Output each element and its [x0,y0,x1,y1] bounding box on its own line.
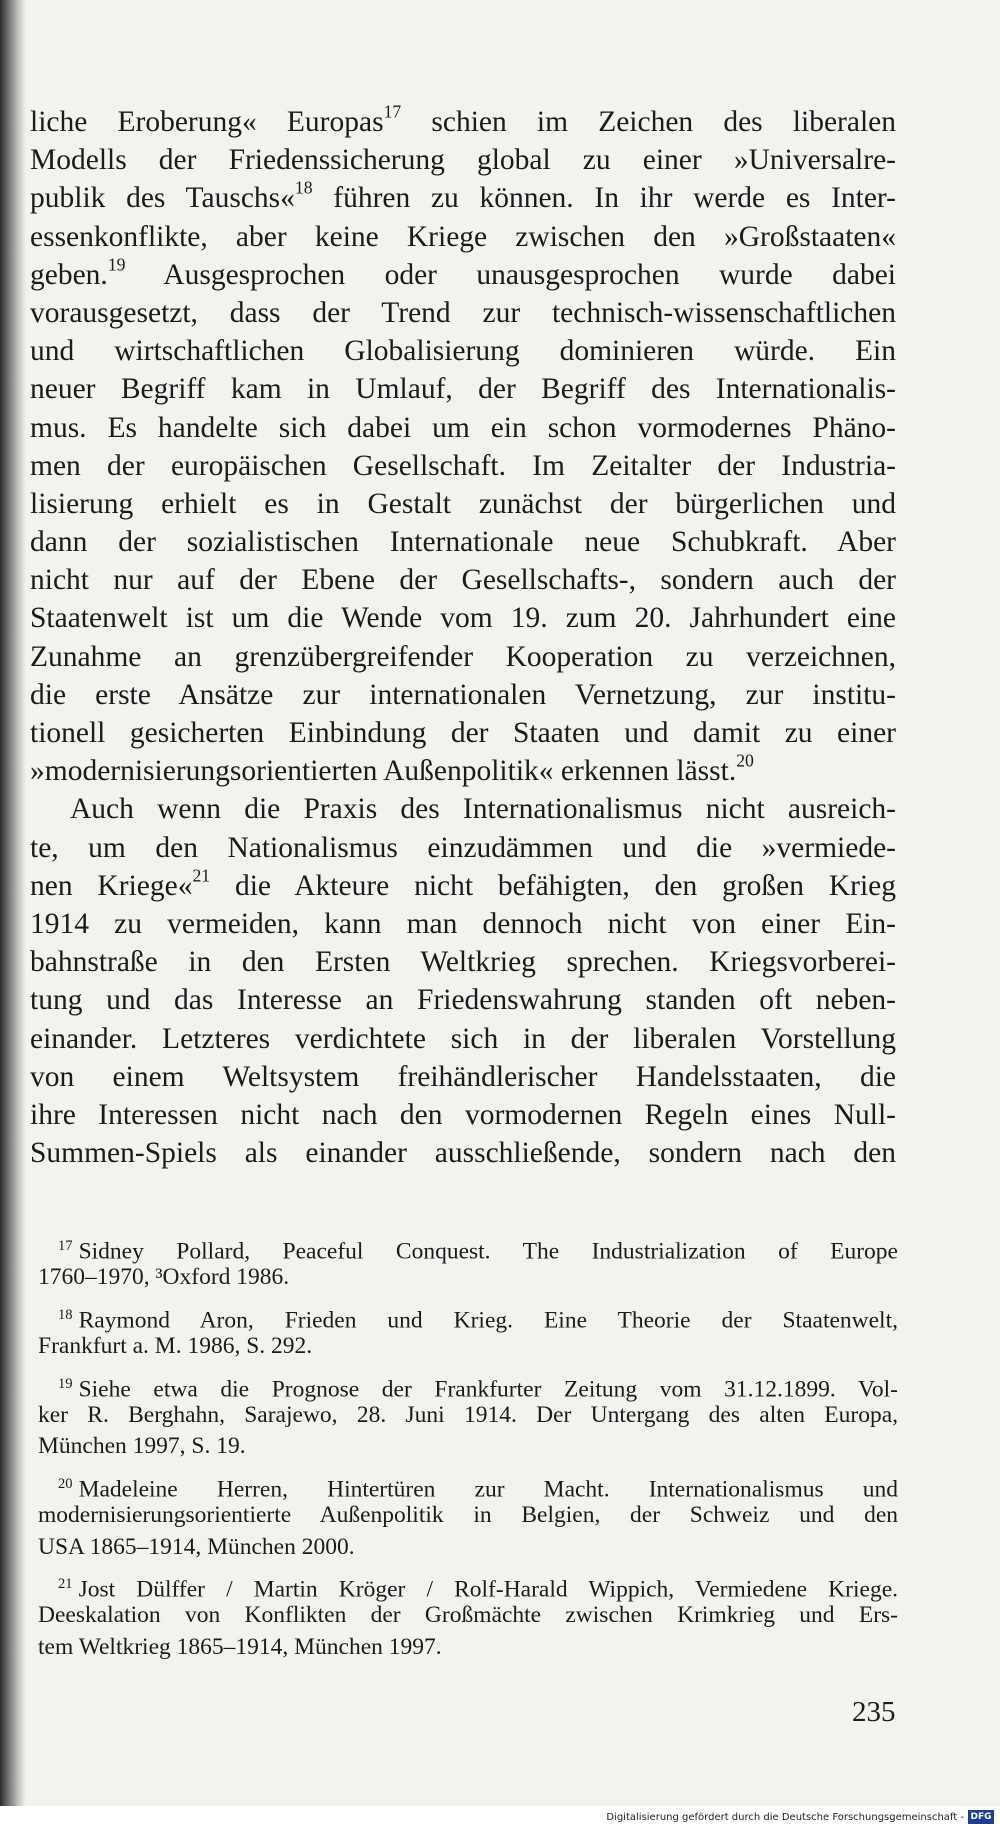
page-number: 235 [852,1696,896,1728]
footnote-number: 18 [58,1306,73,1323]
text-line [30,294,896,332]
text-segment: und wirtschaftlichen Globalisierung dominieren würde. Ein [30,335,896,368]
footnote-line [38,1469,898,1503]
text-line [30,370,896,408]
text-segment: nicht nur auf der Ebene der Gesellschafts-, sondern auch der [30,564,896,597]
text-segment: mus. Es handelte sich dabei um ein schon vormodernes Phäno- [30,411,896,444]
dfg-logo: DFG [968,1810,994,1824]
text-segment: tung und das Interesse an Friedenswahrung standen oft neben- [30,984,896,1017]
text-segment: die Akteure nicht befähigten, den großen Krieg [210,869,896,902]
footnote-line [38,1500,898,1531]
footnote-line [38,1532,898,1563]
text-segment: men der europäischen Gesellschaft. Im Zeitalter der Industria- [30,449,896,482]
text-segment: von einem Weltsystem freihändlerischer Handelsstaaten, die [30,1060,896,1093]
footnote-19 [38,1369,898,1463]
text-line [30,638,896,676]
footnote-text: Siehe etwa die Prognose der Frankfurter Zeitung vom 31.12.1899. Vol- [78,1376,898,1403]
text-segment: dann der sozialistischen Internationale neue Schubkraft. Aber [30,526,896,559]
text-line [30,1134,896,1172]
footnote-line [38,1431,898,1462]
footnote-text: 1760–1970, ³Oxford 1986. [38,1264,290,1291]
footnote-reference[interactable]: 19 [107,254,126,275]
footnote-17 [38,1231,898,1294]
text-segment: schien im Zeichen des liberalen [401,106,896,138]
text-line [30,714,896,752]
text-line [30,905,896,943]
text-segment: Staatenwelt ist um die Wende vom 19. zum 20. Jahrhundert eine [30,602,896,635]
footnotes [38,1231,898,1669]
text-line [30,332,896,370]
text-segment: essenkonflikte, aber keine Kriege zwischen den »Großstaaten« [30,220,896,253]
text-segment: Summen-Spiels als einander ausschließende, sondern nach den [30,1137,896,1170]
text-line [30,1096,896,1134]
footnote-text: Jost Dülffer / Martin Kröger / Rolf-Harald Wippich, Vermiedene Kriege. [78,1576,898,1603]
text-segment: liche Eroberung« Europas [30,106,384,138]
text-segment: 1914 zu vermeiden, kann man dennoch nicht von einer Ein- [30,907,896,940]
text-line [30,981,896,1019]
text-line [30,561,896,599]
footnote-number: 20 [58,1475,73,1492]
text-line [30,523,896,561]
text-line [30,409,896,447]
footnote-reference[interactable]: 20 [736,750,754,771]
body-text [30,103,896,1172]
text-line [30,867,896,905]
footnote-line [38,1369,898,1403]
text-line [30,943,896,981]
footnote-number: 17 [58,1238,73,1254]
text-segment: lisierung erhielt es in Gestalt zunächst der bürgerlichen und [30,487,896,520]
text-line [30,1020,896,1058]
text-line [30,790,896,828]
text-segment: Ausgesprochen oder unausgesprochen wurde dabei [125,258,896,291]
footnote-text: München 1997, S. 19. [38,1433,246,1460]
text-line [30,447,896,485]
footnote-reference[interactable]: 21 [192,865,211,886]
footnote-reference[interactable]: 18 [294,178,313,199]
footnote-text: Sidney Pollard, Peaceful Conquest. The Industrialization of Europe [78,1238,898,1265]
footnote-text: ker R. Berghahn, Sarajewo, 28. Juni 1914. Der Untergang des alten Europa, [38,1401,898,1428]
text-segment: einander. Letzteres verdichtete sich in der liberalen Vorstellung [30,1022,896,1055]
footnote-text: modernisierungsorientierte Außenpolitik in Belgien, der Schweiz und den [38,1502,898,1529]
footnote-text: Madeleine Herren, Hintertüren zur Macht. Internationalismus und [78,1476,898,1503]
footnote-line [38,1400,898,1431]
footnote-line [38,1300,898,1334]
text-line [30,103,896,141]
text-segment: neuer Begriff kam in Umlauf, der Begriff des Internationalis- [30,373,896,406]
footnote-number: 21 [58,1575,73,1592]
text-line [30,179,896,217]
text-line [30,1058,896,1096]
footnote-line [38,1600,898,1631]
binding-shadow [0,0,26,1828]
footnote-21 [38,1569,898,1663]
text-segment: publik des Tauschs« [30,182,295,215]
text-segment: führen zu können. In ihr werde es Inter- [312,182,896,215]
footnote-line [38,1569,898,1603]
text-segment: »modernisierungsorientierten Außenpolitik« erkennen lässt. [30,755,737,788]
footnote-20 [38,1469,898,1563]
text-segment: Auch wenn die Praxis des Internationalismus nicht ausreich- [70,793,896,826]
text-segment: te, um den Nationalismus einzudämmen und die »vermiede- [30,831,896,864]
footnote-text: Deeskalation von Konflikten der Großmächte zwischen Krimkrieg und Ers- [38,1602,898,1629]
text-line [30,676,896,714]
text-segment: die erste Ansätze zur internationalen Vernetzung, zur institu- [30,678,896,711]
footnote-number: 19 [58,1375,73,1392]
text-segment: ihre Interessen nicht nach den vormodernen Regeln eines Null- [30,1098,896,1131]
text-line [30,485,896,523]
footnote-18 [38,1300,898,1363]
footnote-reference[interactable]: 17 [383,101,402,122]
text-segment: geben. [30,258,108,291]
footnote-line [38,1632,898,1663]
footnote-line [38,1262,898,1293]
text-segment: nen Kriege« [30,869,193,902]
footnote-text: Raymond Aron, Frieden und Krieg. Eine Theorie der Staatenwelt, [78,1307,898,1334]
text-segment: vorausgesetzt, dass der Trend zur technisch-wissenschaftlichen [30,296,896,329]
text-line [30,752,896,790]
text-line [30,218,896,256]
text-segment: Modells der Friedenssicherung global zu einer »Universalre- [30,144,896,177]
footnote-text: Frankfurt a. M. 1986, S. 292. [38,1333,313,1360]
footnote-text: USA 1865–1914, München 2000. [38,1533,355,1560]
text-line [30,256,896,294]
text-segment: Zunahme an grenzübergreifender Kooperation zu verzeichnen, [30,640,896,673]
text-line [30,829,896,867]
text-segment: bahnstraße in den Ersten Weltkrieg sprechen. Kriegsvorberei- [30,946,896,979]
text-segment: tionell gesicherten Einbindung der Staaten und damit zu einer [30,717,896,749]
footnote-text: tem Weltkrieg 1865–1914, München 1997. [38,1633,442,1660]
digitization-note: Digitalisierung gefördert durch die Deutsche Forschungsgemeinschaft - [606,1812,964,1823]
text-line [30,141,896,179]
footnote-line [38,1231,898,1265]
footnote-line [38,1331,898,1362]
text-line [30,599,896,637]
